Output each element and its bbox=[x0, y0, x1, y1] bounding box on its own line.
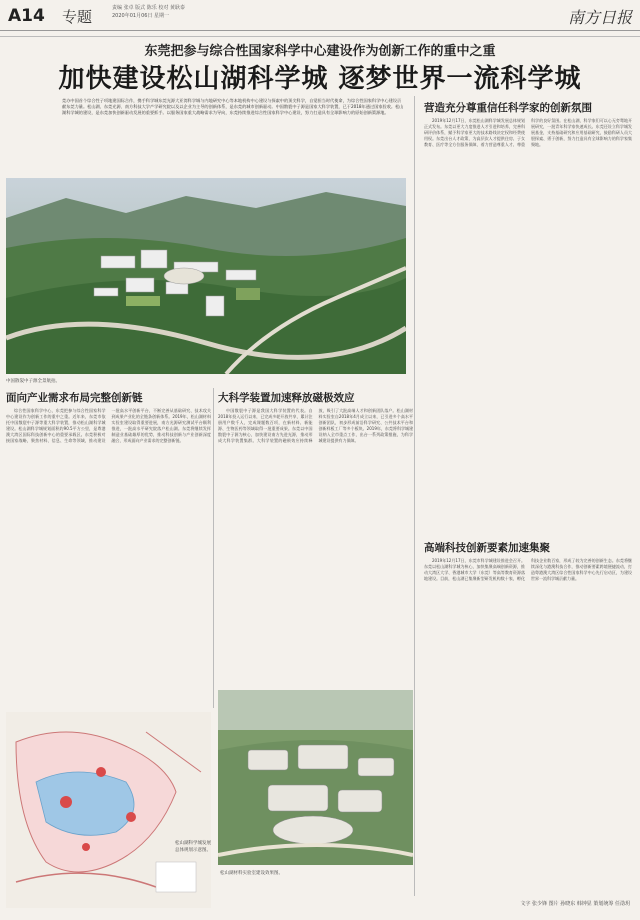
masthead bbox=[0, 0, 640, 31]
header-rule bbox=[0, 36, 640, 37]
planning-map-caption: 松山湖科学城发展总体规划示意图。 bbox=[175, 841, 211, 853]
section-title-1: 面向产业需求布局完整创新链 bbox=[6, 392, 143, 404]
story-lead: 莞办中国首个综合性子项地建国际合作，携手科学城东莞光源大亚湾科学城与内地研究中心等本地机构中心建设与探索中的顶尖科学，自觉担当时代使命，为综合性国家科学中心建设贡献东莞力量。松山湖、东莞光源、南方科技大学产学研究院以及以企业为主导的创新体系，是东莞的城市创新驱动。中国散裂中子源是国家大科学装置，已于2018年通过国家验收。松山湖科学城的建设，是东莞加快创新驱动发展的重要抓手。以服务国家重大战略需求为导向，东莞持续推进综合性国家科学中心建设，努力打造具有全球影响力的原始创新策源地。 bbox=[62, 98, 404, 116]
section-paragraph-3: 2019年12月17日，东莞松山湖科学城发展总体规划正式发布。东莞以更大力度推进人才引进和培养，完善科研评价体系，赋予科学家更大的技术路线决定权和经费使用权。东莞出台人才政策，为高层次人才提供住房、子女教育、医疗等全方位服务保障，着力营造尊重人才、尊重科学的良好氛围。在松山湖，科学家们可以心无旁骛地开展研究，一批青年科学家快速成长。东莞还设立科学城发展基金，支持基础研究和应用基础研究，鼓励科研人员大胆探索、勇于创新，努力打造具有全球影响力的科学家集聚地。 bbox=[424, 118, 632, 147]
section-text-2 bbox=[218, 408, 413, 686]
section-paragraph-1: 综合性国家科学中心，东莞把参与综合性国家科学中心建设作为创新工作的重中之重。近年来，东莞市依托中国散裂中子源等重大科学装置，推动松山湖科学城建设。松山湖科学城规划面积约90.5平方公里，是粤港澳大湾区国际科技创新中心的重要承载区。东莞积极对接国家战略，聚焦材料、信息、生命等领域，推动建设一批高水平创新平台，不断完善从基础研究、技术攻关到成果产业化的全链条创新体系。2019年，松山湖材料实验室建设取得重要进展，南方光源研究测试平台顺利推进，一批高水平研究院落户松山湖。东莞将继续发挥制造业基础雄厚的优势，推动科技创新与产业创新深度融合，形成面向产业需求的完整创新链。 bbox=[6, 408, 211, 443]
newspaper-brand: 南方日报 bbox=[567, 8, 632, 27]
meta-line-1: 责编 张卓 版式 陈乐 校对 黄耿泰 bbox=[112, 5, 185, 11]
section-paragraph-4: 2019年12月17日，东莞市科学城建设推进会召开。东莞以松山湖科学城为核心，加快集聚高端创新资源，推动大湾区大学、香港城市大学（东莞）等高等教育资源落地建设。目前，松山湖已集聚新型研发机构数十家，孵化科技企业数百家，形成了较为完善的创新生态。东莞将继续深化与港澳科技合作，推动创新要素跨境便捷流动，打造粤港澳大湾区综合性国家科学中心先行启动区，为建设世界一流科学城贡献力量。 bbox=[424, 558, 632, 581]
section-title-2: 大科学装置加速释放磁极效应 bbox=[218, 392, 355, 404]
column-rule-left bbox=[213, 388, 214, 708]
aerial-photo bbox=[6, 178, 406, 374]
lab-rendering bbox=[218, 690, 413, 865]
aerial-photo-caption: 中国散裂中子源全景航拍。 bbox=[6, 379, 60, 384]
lab-rendering-illustration bbox=[218, 690, 413, 865]
section-text-4 bbox=[424, 558, 632, 888]
section-text-3 bbox=[424, 118, 632, 533]
section-title-4: 高端科技创新要素加速集聚 bbox=[424, 542, 550, 554]
edition-meta bbox=[112, 4, 185, 20]
story-headline: 加快建设松山湖科学城 逐梦世界一流科学城 bbox=[58, 64, 582, 94]
lab-rendering-caption: 松山湖材料实验室建设效果图。 bbox=[220, 871, 283, 876]
planning-map-illustration bbox=[6, 712, 211, 908]
section-title-3: 营造充分尊重信任科学家的创新氛围 bbox=[424, 102, 592, 114]
credits: 文字 张少锋 图片 孙晓东 韩钟显 策划统筹 任劭玥 bbox=[520, 901, 630, 907]
section-paragraph-2: 中国散裂中子源是我国大科学装置的代表。自2018年投入运行以来，已完成多轮开放共享，累计注册用户数千人，完成课题数百项，在新材料、新能源、生物医药等领域取得一批重要成果。东莞以中国散裂中子源为核心，加快建设南方先进光源，推动形成大科学装置集群。大科学装置的磁极效应持续释放，吸引了大批高端人才和创新团队落户。松山湖材料实验室自2018年4月成立以来，已引进多个高水平创新团队，初步形成前沿科学研究、公共技术平台和创新样板工厂等多个板块。2019年，东莞将科学城建设纳入全市重点工作，出台一系列政策措施，为科学城建设提供有力保障。 bbox=[218, 408, 413, 443]
section-name: 专题 bbox=[62, 8, 93, 26]
meta-line-2: 2020年01月06日 星期一 bbox=[112, 13, 170, 19]
section-text-1 bbox=[6, 408, 211, 706]
aerial-photo-illustration bbox=[6, 178, 406, 374]
page-number: A14 bbox=[8, 6, 45, 26]
column-rule-right bbox=[414, 96, 415, 896]
story-kicker: 东莞把参与综合性国家科学中心建设作为创新工作的重中之重 bbox=[144, 44, 496, 59]
planning-map bbox=[6, 712, 211, 908]
